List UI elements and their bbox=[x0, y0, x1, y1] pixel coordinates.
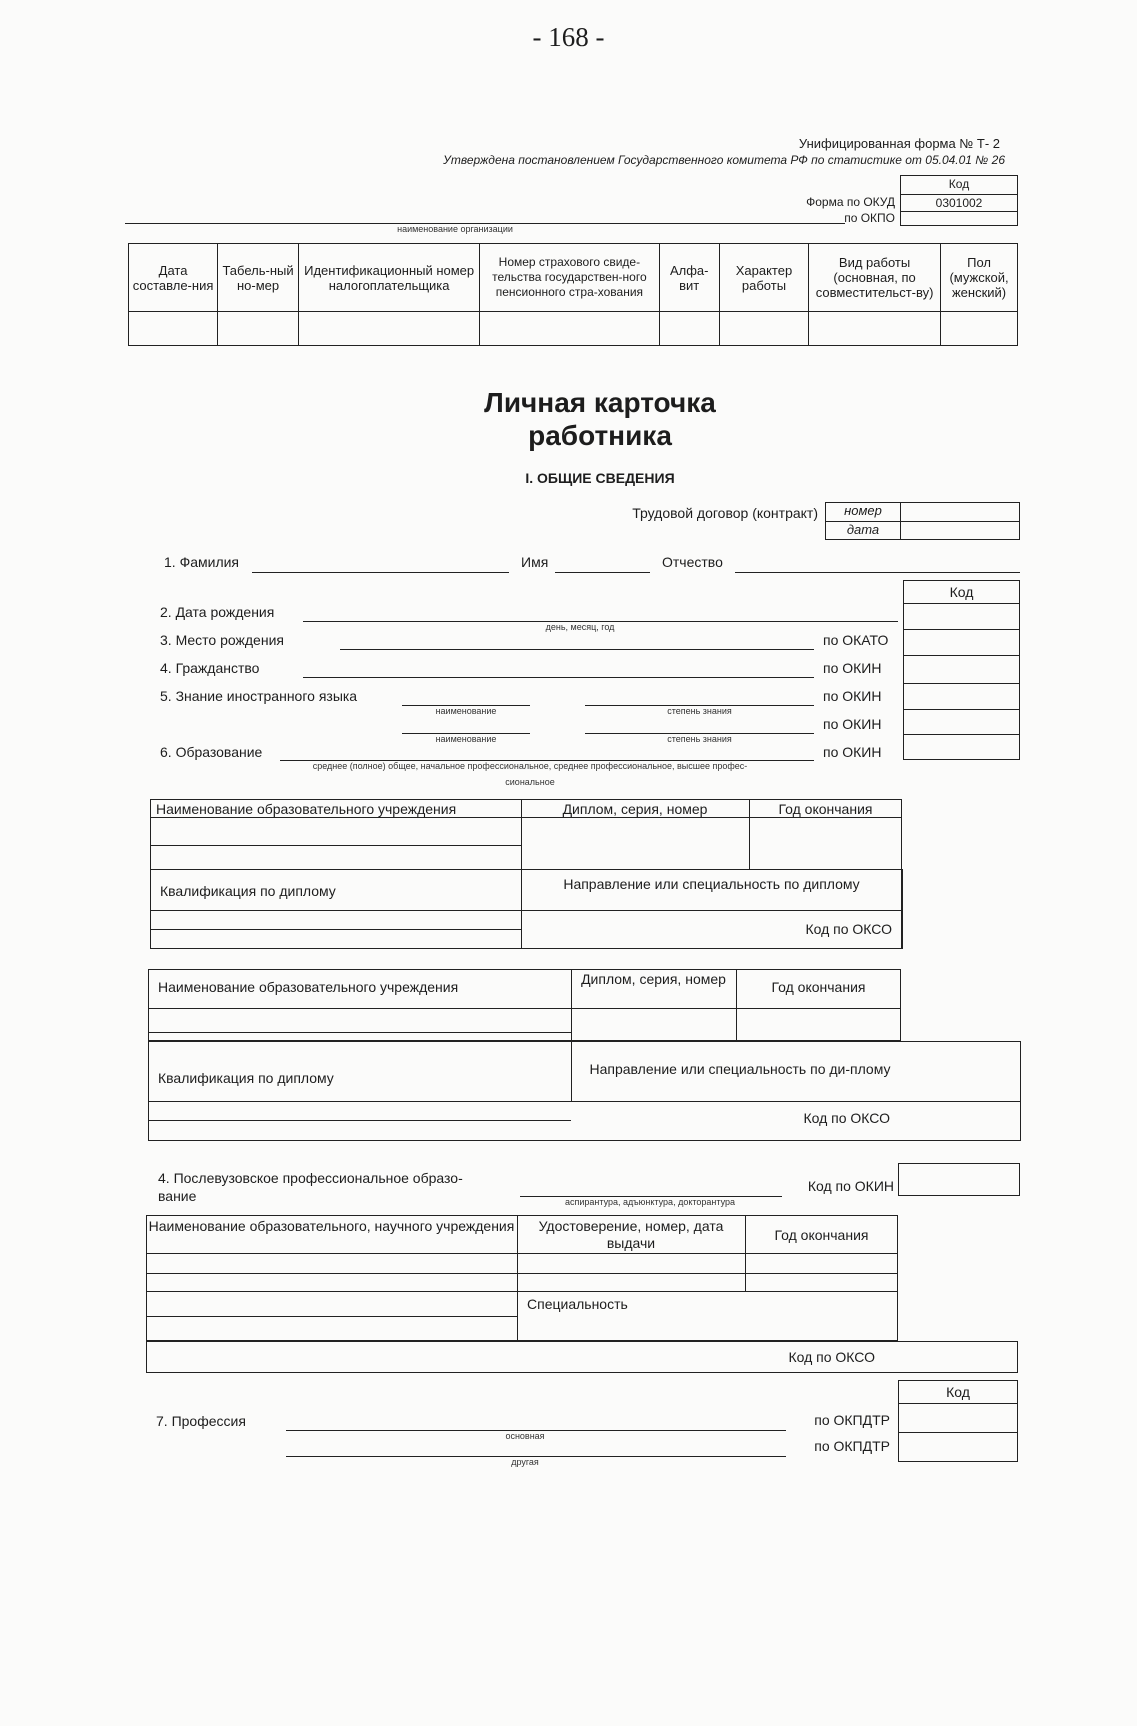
profession-other-okpdtr: по ОКПДТР bbox=[814, 1438, 890, 1454]
header-snils: Номер страхового свиде-тельства государствен-ного пенсионного стра-хования bbox=[480, 244, 659, 312]
edu2-year-header: Год окончания bbox=[771, 979, 866, 995]
surname-line[interactable] bbox=[252, 572, 509, 573]
postgrad-label-2: вание bbox=[158, 1188, 197, 1204]
page-number: - 168 - bbox=[532, 22, 605, 52]
section-title: I. ОБЩИЕ СВЕДЕНИЯ bbox=[525, 470, 675, 486]
name-label: Имя bbox=[521, 554, 549, 570]
edu2-diploma-header: Диплом, серия, номер bbox=[581, 971, 726, 987]
value-tab-number[interactable] bbox=[218, 312, 299, 346]
language1-name-caption: наименование bbox=[435, 706, 497, 716]
header-work-nature: Характер работы bbox=[719, 244, 808, 312]
header-alphabet: Алфа-вит bbox=[659, 244, 719, 312]
employee-id-table bbox=[128, 243, 1018, 346]
okato-label: по ОКАТО bbox=[823, 632, 889, 648]
contract-date-field[interactable] bbox=[902, 523, 1018, 539]
education-caption-1: среднее (полное) общее, начальное профессиональное, среднее профессиональное, высшее профес- bbox=[312, 761, 748, 771]
edu1-year-header: Год окончания bbox=[778, 801, 873, 817]
contract-label: Трудовой договор (контракт) bbox=[632, 505, 818, 521]
profession-label: 7. Профессия bbox=[156, 1413, 246, 1429]
edu1-diploma-header: Диплом, серия, номер bbox=[562, 801, 708, 817]
okud-label: Форма по ОКУД bbox=[806, 195, 895, 209]
okpo-label: по ОКПО bbox=[844, 211, 895, 225]
profession-code-header: Код bbox=[946, 1384, 970, 1400]
edu2-okso-label: Код по ОКСО bbox=[803, 1110, 890, 1126]
education-label: 6. Образование bbox=[160, 744, 263, 760]
birth-date-label: 2. Дата рождения bbox=[160, 604, 275, 620]
header-sex: Пол (мужской, женский) bbox=[941, 244, 1018, 312]
contract-date-label: дата bbox=[846, 522, 880, 537]
postgrad-label-1: 4. Послевузовское профессиональное образо- bbox=[158, 1170, 463, 1186]
citizenship-line[interactable] bbox=[303, 677, 814, 678]
personal-code-box bbox=[903, 580, 1020, 760]
approval-text: Утверждена постановлением Государственного комитета РФ по статистике от 05.04.01 № 26 bbox=[443, 153, 1005, 167]
language2-okin-label: по ОКИН bbox=[823, 716, 882, 732]
postgrad-okin-box[interactable] bbox=[898, 1163, 1020, 1196]
okud-value: 0301002 bbox=[935, 196, 983, 210]
contract-number-field[interactable] bbox=[902, 504, 1018, 520]
unified-form-label: Унифицированная форма № Т- 2 bbox=[798, 136, 1000, 151]
value-inn[interactable] bbox=[299, 312, 480, 346]
edu1-specialty-label: Направление или специальность по диплому bbox=[563, 876, 860, 892]
edu1-institution-header: Наименование образовательного учреждения bbox=[156, 801, 457, 817]
card-title-line1: Личная карточка bbox=[484, 387, 716, 418]
value-alphabet[interactable] bbox=[659, 312, 719, 346]
birth-place-label: 3. Место рождения bbox=[160, 632, 284, 648]
language1-okin-label: по ОКИН bbox=[823, 688, 882, 704]
edu1-okso-label: Код по ОКСО bbox=[805, 921, 892, 937]
surname-label: 1. Фамилия bbox=[164, 554, 240, 570]
postgrad-certificate-header: Удостоверение, номер, дата выдачи bbox=[538, 1218, 724, 1251]
postgrad-okin-label: Код по ОКИН bbox=[807, 1178, 894, 1194]
birth-place-line[interactable] bbox=[340, 649, 814, 650]
language2-level-caption: степень знания bbox=[667, 734, 732, 744]
citizenship-okin-label: по ОКИН bbox=[823, 660, 882, 676]
edu1-qualification-label: Квалификация по диплому bbox=[160, 883, 336, 899]
card-title-line2: работника bbox=[528, 420, 672, 451]
value-work-type[interactable] bbox=[809, 312, 941, 346]
languages-label: 5. Знание иностранного языка bbox=[160, 688, 358, 704]
postgrad-specialty-label: Специальность bbox=[527, 1296, 628, 1312]
patronymic-label: Отчество bbox=[662, 554, 723, 570]
education-table-2-lower bbox=[148, 1041, 1021, 1141]
patronymic-line[interactable] bbox=[735, 572, 1020, 573]
value-sex[interactable] bbox=[941, 312, 1018, 346]
value-snils[interactable] bbox=[480, 312, 659, 346]
header-date: Дата составле-ния bbox=[129, 244, 218, 312]
value-date[interactable] bbox=[129, 312, 218, 346]
header-work-type: Вид работы (основная, по совместительст-ву) bbox=[809, 244, 941, 312]
citizenship-label: 4. Гражданство bbox=[160, 660, 260, 676]
postgrad-year-header: Год окончания bbox=[774, 1227, 869, 1243]
name-line[interactable] bbox=[555, 572, 650, 573]
contract-number-label: номер bbox=[844, 503, 882, 518]
education-okin-label: по ОКИН bbox=[823, 744, 882, 760]
organization-caption: наименование организации bbox=[397, 224, 513, 234]
edu2-institution-header: Наименование образовательного учреждения bbox=[158, 979, 459, 995]
education-caption-2: сиональное bbox=[505, 777, 555, 787]
language1-level-caption: степень знания bbox=[667, 706, 732, 716]
postgrad-okso-label: Код по ОКСО bbox=[788, 1349, 875, 1365]
postgrad-institution-header: Наименование образовательного, научного учреждения bbox=[148, 1218, 515, 1234]
header-inn: Идентификационный номер налогоплательщика bbox=[299, 244, 480, 312]
profession-other-caption: другая bbox=[511, 1457, 539, 1467]
personal-code-header: Код bbox=[949, 584, 974, 600]
value-work-nature[interactable] bbox=[719, 312, 808, 346]
language2-name-caption: наименование bbox=[435, 734, 497, 744]
profession-main-okpdtr: по ОКПДТР bbox=[814, 1412, 890, 1428]
postgrad-caption: аспирантура, адъюнктура, докторантура bbox=[564, 1197, 736, 1207]
edu2-qualification-label: Квалификация по диплому bbox=[158, 1070, 334, 1086]
edu2-specialty-label: Направление или специальность по ди-плому bbox=[589, 1061, 891, 1077]
profession-main-caption: основная bbox=[505, 1431, 545, 1441]
header-tab-number: Табель-ный но-мер bbox=[218, 244, 299, 312]
okud-code-header: Код bbox=[948, 177, 970, 191]
birth-date-caption: день, месяц, год bbox=[545, 622, 615, 632]
